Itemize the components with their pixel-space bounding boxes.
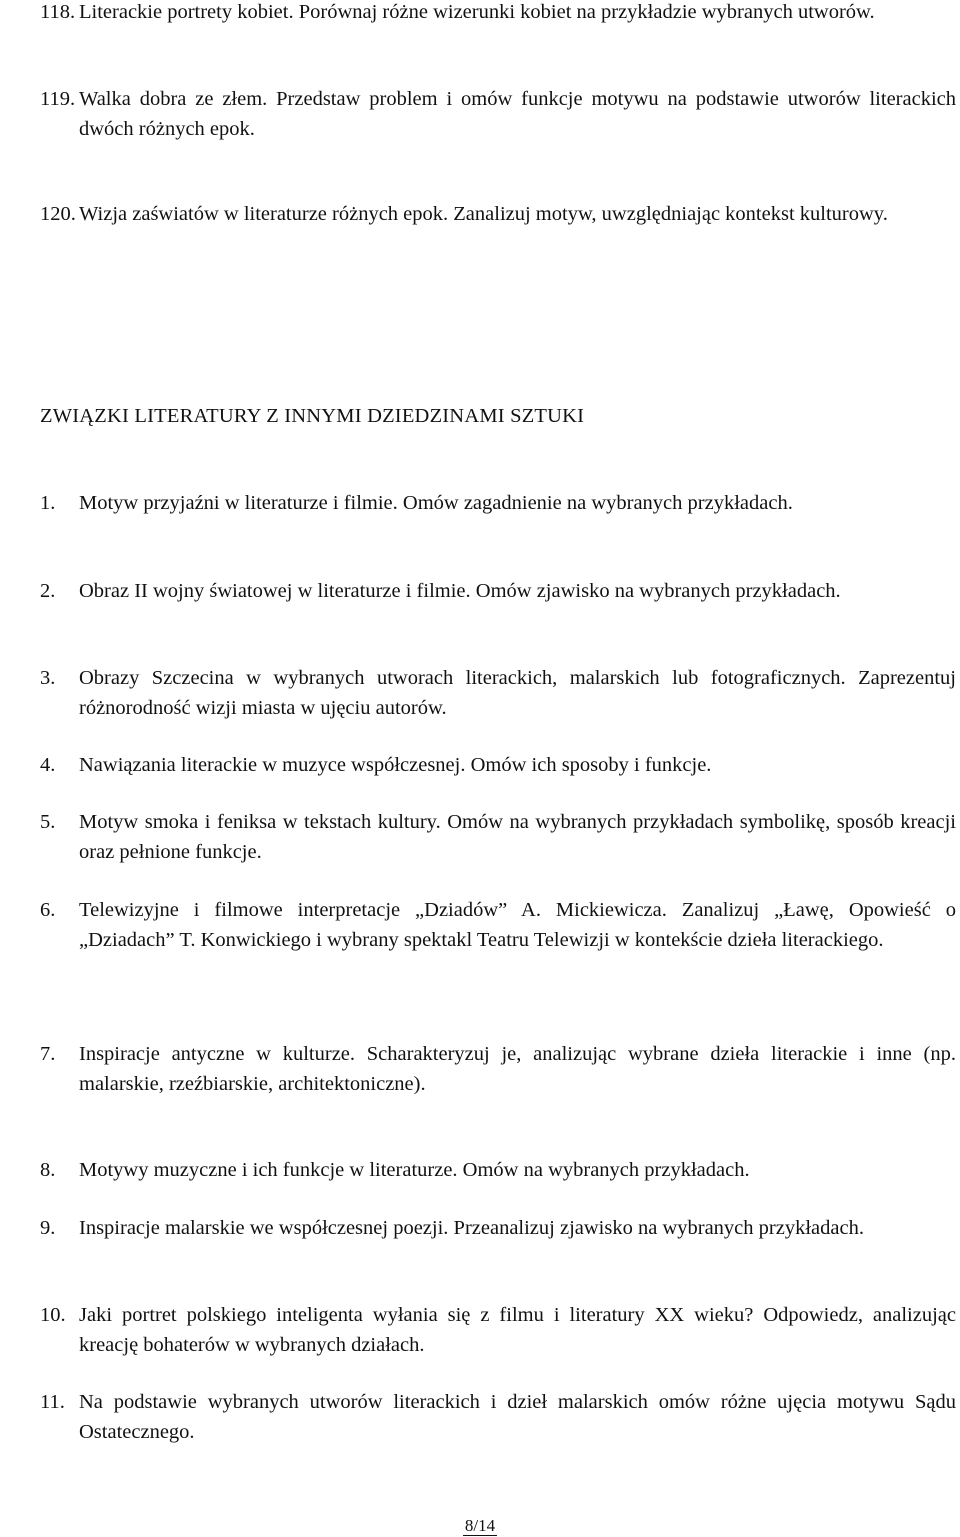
page-number: 8/14 <box>464 1516 496 1535</box>
section-item-10 <box>40 1300 956 1360</box>
section-item-9 <box>40 1213 956 1243</box>
section-item-number: 3. <box>40 667 56 689</box>
section-item-text: Telewizyjne i filmowe interpretacje „Dziadów” A. Mickiewicza. Zanalizuj „Ławę, Opowieść o „Dziadach” T. Konwickiego i wybrany spektakl Teatru Telewizji w kontekście dzieła literackiego. <box>79 899 956 951</box>
section-item-text: Inspiracje malarskie we współczesnej poezji. Przeanalizuj zjawisko na wybranych przykładach. <box>79 1217 864 1239</box>
section-item-text: Obrazy Szczecina w wybranych utworach literackich, malarskich lub fotograficznych. Zaprezentuj różnorodność wizji miasta w ujęciu autorów. <box>79 667 956 719</box>
section-item-number: 9. <box>40 1217 56 1239</box>
section-item-text: Inspiracje antyczne w kulturze. Scharakteryzuj je, analizując wybrane dzieła literackie i inne (np. malarskie, rzeźbiarskie, architektoniczne). <box>79 1043 956 1095</box>
section-item-8 <box>40 1155 956 1185</box>
section-item-text: Na podstawie wybranych utworów literackich i dzieł malarskich omów różne ujęcia motywu Sądu Ostatecznego. <box>79 1391 956 1443</box>
topic-number: 118. <box>40 1 76 23</box>
section-item-text: Jaki portret polskiego inteligenta wyłania się z filmu i literatury XX wieku? Odpowiedz, analizując kreację bohaterów w wybranych działach. <box>79 1304 956 1356</box>
topic-item-119 <box>40 84 956 144</box>
section-item-3 <box>40 663 956 723</box>
topic-item-118 <box>40 0 956 27</box>
page-footer <box>0 1515 960 1537</box>
section-item-1 <box>40 488 956 518</box>
section-item-text: Obraz II wojny światowej w literaturze i filmie. Omów zjawisko na wybranych przykładach. <box>79 580 841 602</box>
topic-text: Walka dobra ze złem. Przedstaw problem i omów funkcje motywu na podstawie utworów literackich dwóch różnych epok. <box>79 88 956 140</box>
section-item-number: 6. <box>40 899 56 921</box>
section-item-4 <box>40 750 956 780</box>
section-item-number: 10. <box>40 1304 66 1326</box>
section-item-text: Motyw smoka i feniksa w tekstach kultury. Omów na wybranych przykładach symbolikę, sposób kreacji oraz pełnione funkcje. <box>79 811 956 863</box>
section-item-2 <box>40 576 956 606</box>
section-item-text: Motyw przyjaźni w literaturze i filmie. Omów zagadnienie na wybranych przykładach. <box>79 492 793 514</box>
section-item-number: 2. <box>40 580 56 602</box>
topic-text: Wizja zaświatów w literaturze różnych epok. Zanalizuj motyw, uwzględniając kontekst kulturowy. <box>79 203 888 225</box>
section-item-number: 8. <box>40 1159 56 1181</box>
section-item-number: 7. <box>40 1043 56 1065</box>
section-item-number: 5. <box>40 811 56 833</box>
section-heading: ZWIĄZKI LITERATURY Z INNYMI DZIEDZINAMI SZTUKI <box>40 405 585 427</box>
topic-number: 119. <box>40 88 76 110</box>
section-item-6 <box>40 895 956 955</box>
topic-item-120 <box>40 199 956 229</box>
topic-text: Literackie portrety kobiet. Porównaj różne wizerunki kobiet na przykładzie wybranych utworów. <box>79 1 875 23</box>
section-item-number: 11. <box>40 1391 65 1413</box>
section-item-text: Nawiązania literackie w muzyce współczesnej. Omów ich sposoby i funkcje. <box>79 754 712 776</box>
section-item-7 <box>40 1039 956 1099</box>
section-item-number: 4. <box>40 754 56 776</box>
section-item-11 <box>40 1387 956 1447</box>
topic-number: 120. <box>40 203 76 225</box>
section-item-text: Motywy muzyczne i ich funkcje w literaturze. Omów na wybranych przykładach. <box>79 1159 750 1181</box>
section-item-number: 1. <box>40 492 56 514</box>
section-item-5 <box>40 807 956 867</box>
